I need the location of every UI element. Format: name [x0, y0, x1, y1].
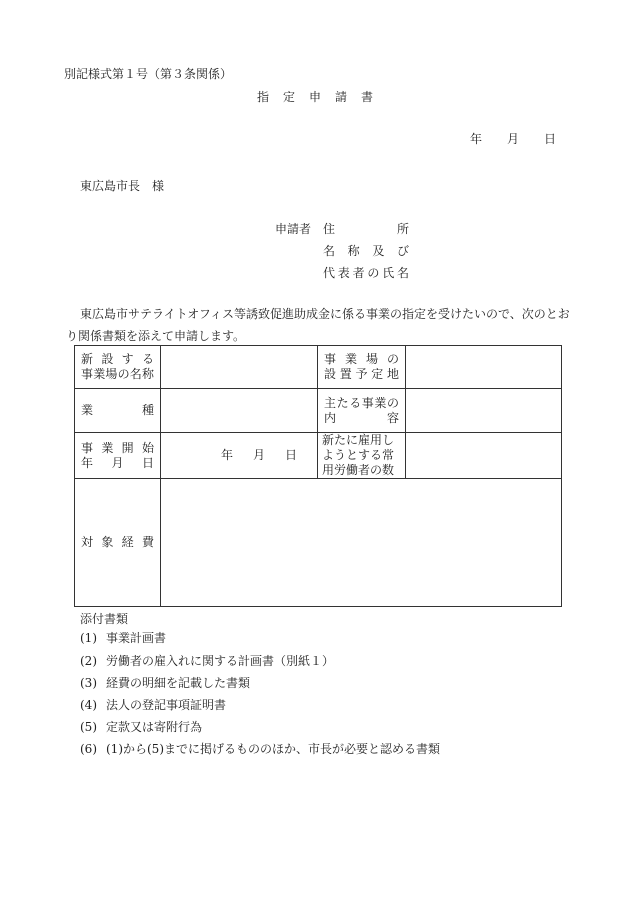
site-location-label: 事業場の 設置予定地	[318, 346, 406, 389]
document-title: 指定申請書	[256, 90, 387, 104]
form-number: 別記様式第１号（第３条関係）	[64, 67, 233, 81]
new-employees-label: 新たに雇用し ようとする常 用労働者の数	[318, 433, 406, 479]
name-char: 称	[347, 244, 360, 258]
date-year: 年	[470, 132, 483, 146]
list-item: (6) (1)から(5)までに掲げるもののほか、市長が必要と認める書類	[80, 742, 440, 756]
table-row	[75, 346, 562, 389]
site-location-value[interactable]	[406, 346, 562, 389]
start-date-label: 事業開始 年月日	[75, 433, 161, 479]
list-item: (3) 経費の明細を記載した書類	[80, 676, 251, 690]
application-statement: 東広島市サテライトオフィス等誘致促進助成金に係る事業の指定を受けたいので、次のとおり関係書類を添えて申請します。	[66, 307, 570, 343]
business-content-value[interactable]	[406, 389, 562, 433]
rep-char: 名	[396, 266, 409, 280]
date-month: 月	[506, 132, 519, 146]
rep-char: の	[367, 266, 380, 280]
target-expenses-label: 対象経費	[75, 479, 161, 607]
business-content-label: 主たる事業の 内容	[318, 389, 406, 433]
start-year: 年	[221, 448, 234, 462]
site-name-value[interactable]	[161, 346, 318, 389]
start-day: 日	[284, 448, 297, 462]
rep-char: 表	[337, 266, 350, 280]
applicant-representative-row	[275, 262, 409, 284]
new-employees-value[interactable]	[406, 433, 562, 479]
applicant-name-row	[275, 240, 409, 262]
applicant-address-row	[275, 218, 409, 240]
applicant-name-label	[323, 243, 409, 259]
table-row	[75, 389, 562, 433]
list-item: (1) 事業計画書	[80, 631, 167, 645]
list-item: (2) 労働者の雇入れに関する計画書（別紙１）	[80, 654, 335, 668]
industry-label: 業種	[75, 389, 161, 433]
start-date-value[interactable]	[161, 433, 318, 479]
applicant-block	[275, 218, 409, 284]
list-item: (5) 定款又は寄附行為	[80, 720, 203, 734]
name-char: 及	[372, 244, 385, 258]
addressee: 東広島市長 様	[80, 179, 165, 193]
date-line	[470, 131, 556, 147]
rep-char: 代	[323, 266, 336, 280]
application-table	[74, 345, 562, 607]
table-row	[75, 433, 562, 479]
start-month: 月	[252, 448, 265, 462]
table-row	[75, 479, 562, 607]
industry-value[interactable]	[161, 389, 318, 433]
list-item: (4) 法人の登記事項証明書	[80, 698, 227, 712]
name-char: び	[396, 244, 409, 258]
rep-char: 氏	[382, 266, 395, 280]
rep-char: 者	[352, 266, 365, 280]
applicant-label: 申請者	[275, 222, 312, 236]
address-char: 所	[396, 222, 409, 236]
site-name-label: 新設する 事業場の名称	[75, 346, 161, 389]
applicant-representative-label	[323, 265, 409, 281]
applicant-address-label	[323, 221, 409, 237]
name-char: 名	[323, 244, 336, 258]
attachments-heading: 添付書類	[80, 612, 129, 626]
target-expenses-value[interactable]	[161, 479, 562, 607]
address-char: 住	[323, 222, 336, 236]
date-day: 日	[543, 132, 556, 146]
